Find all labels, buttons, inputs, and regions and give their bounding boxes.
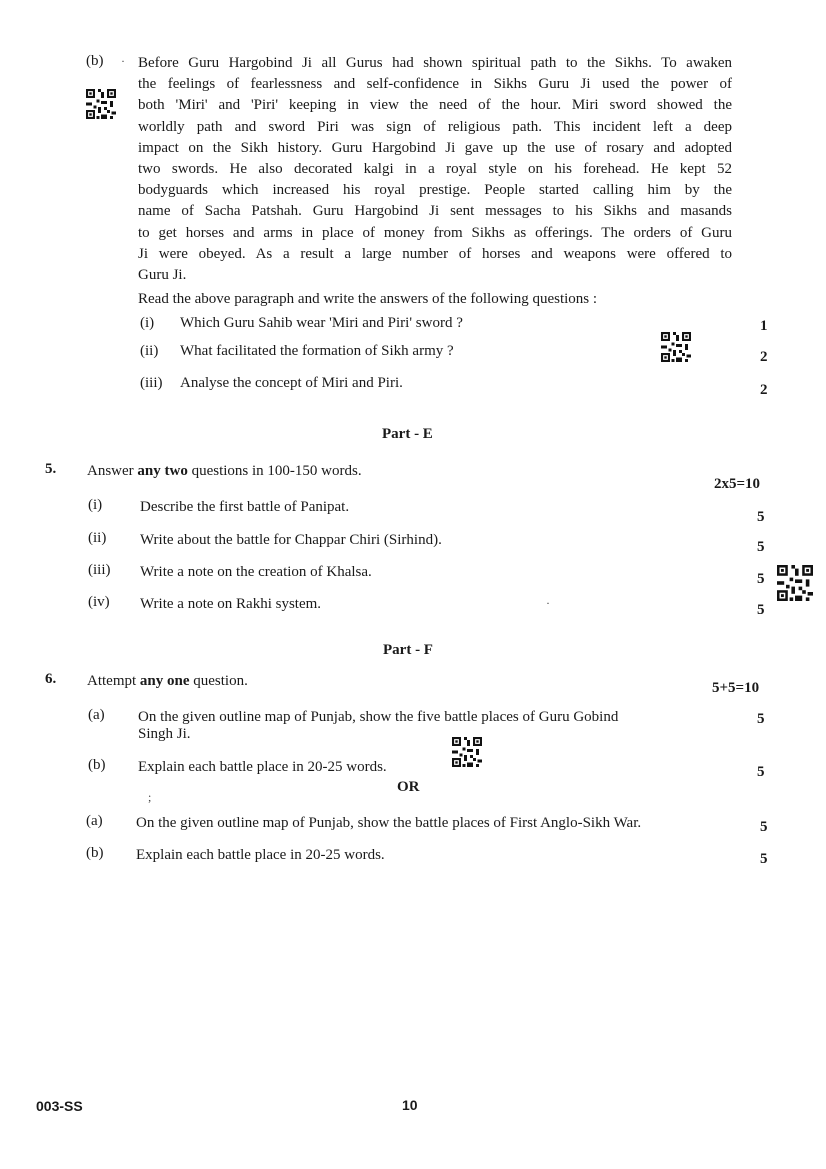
sub-question-number: (ii) (140, 343, 159, 359)
total-marks: 2x5=10 (714, 476, 761, 492)
passage-instruction: Read the above paragraph and write the answers of the following questions : (138, 291, 598, 307)
question-text-part: Attempt (87, 673, 140, 689)
sub-question-number: (a) (88, 707, 105, 723)
question-number: 5. (45, 461, 57, 477)
paper-code: 003-SS (36, 1098, 83, 1114)
speck: · (546, 596, 550, 610)
passage-line: Before Guru Hargobind Ji all Gurus had shown spiritual path to the Sikhs. To awaken (138, 55, 732, 71)
sub-question-text: Explain each battle place in 20-25 words. (136, 847, 385, 863)
marks: 5 (757, 711, 765, 727)
sub-question-number: (i) (88, 497, 103, 513)
page-number: 10 (402, 1097, 418, 1113)
marks: 1 (760, 318, 768, 334)
sub-question-number: (iii) (88, 562, 111, 578)
total-marks: 5+5=10 (712, 680, 760, 696)
section-heading-part-f: Part - F (383, 642, 433, 658)
question-text (87, 461, 362, 481)
passage-line: bodyguards which increased his royal prestige. People started calling him by the (138, 182, 732, 199)
sub-question-text: Singh Ji. (138, 726, 191, 742)
question-text-part: questions in 100-150 words. (187, 463, 362, 479)
question-text-emphasis: any two (137, 463, 188, 479)
passage-line: to get horses and arms in place of money from Sikhs as offerings. The orders of Guru (138, 224, 732, 241)
marks: 5 (757, 509, 765, 525)
marks: 5 (757, 539, 765, 555)
sub-question-number: (ii) (88, 530, 107, 546)
sub-question-number: (b) (86, 845, 104, 861)
marks: 5 (760, 819, 768, 835)
question-number: 6. (45, 671, 57, 687)
sub-question-text: Analyse the concept of Miri and Piri. (180, 375, 403, 391)
question-text (87, 671, 248, 691)
marks: 5 (757, 764, 765, 780)
question-text-part: question. (189, 673, 248, 689)
marks: 5 (760, 851, 768, 867)
passage-line: name of Sacha Patshah. Guru Hargobind Ji sent messages to his Sikhs and masands (138, 203, 732, 220)
sub-question-text: Write about the battle for Chappar Chiri (Sirhind). (140, 532, 442, 548)
sub-question-number: (iii) (140, 375, 163, 391)
sub-question-text: Write a note on the creation of Khalsa. (140, 564, 372, 580)
sub-question-text: Describe the first battle of Panipat. (140, 499, 350, 515)
qr-code-icon (452, 737, 482, 767)
qr-code-icon (661, 332, 691, 362)
speck: ; (148, 790, 152, 804)
question-text-emphasis: any one (139, 673, 190, 689)
marks: 5 (757, 571, 765, 587)
qr-code-icon (86, 89, 116, 119)
speck: · (121, 54, 125, 68)
sub-question-text: What facilitated the formation of Sikh army ? (180, 343, 454, 359)
passage-line: Ji were obeyed. As a result a large number of horses and weapons were offered to (138, 245, 732, 262)
qr-code-icon (777, 565, 813, 601)
sub-question-number: (a) (86, 813, 103, 829)
or-divider: OR (397, 779, 420, 795)
marks: 5 (757, 602, 765, 618)
marks: 2 (760, 382, 768, 398)
passage-line: impact on the Sikh history. Guru Hargobind Ji gave up the use of rosary and adopted (138, 139, 732, 156)
passage-line: two swords. He also decorated kalgi in a royal style on his forehead. He kept 52 (138, 161, 732, 178)
passage-line: Guru Ji. (138, 267, 187, 284)
sub-question-number: (b) (88, 757, 106, 773)
sub-question-number: (i) (140, 315, 155, 331)
question-label-b: (b) (86, 53, 104, 69)
passage-line: both 'Miri' and 'Piri' keeping in view the need of the hour. Miri sword showed the (138, 97, 732, 114)
marks: 2 (760, 349, 768, 365)
sub-question-text: Explain each battle place in 20-25 words. (138, 759, 387, 775)
section-heading-part-e: Part - E (382, 426, 433, 442)
passage-line: worldly path and sword Piri was sign of religious path. This incident left a deep (138, 118, 732, 135)
sub-question-text: On the given outline map of Punjab, show the five battle places of Guru Gobind (138, 709, 619, 725)
sub-question-text: Which Guru Sahib wear 'Miri and Piri' sword ? (180, 315, 463, 331)
question-text-part: Answer (87, 463, 138, 479)
sub-question-number: (iv) (88, 594, 110, 610)
passage (138, 53, 732, 286)
passage-line: the feelings of fearlessness and self-confidence in Sikhs Guru Ji used the power of (138, 76, 732, 93)
sub-question-text: On the given outline map of Punjab, show the battle places of First Anglo-Sikh War. (136, 815, 642, 831)
sub-question-text: Write a note on Rakhi system. (140, 596, 322, 612)
